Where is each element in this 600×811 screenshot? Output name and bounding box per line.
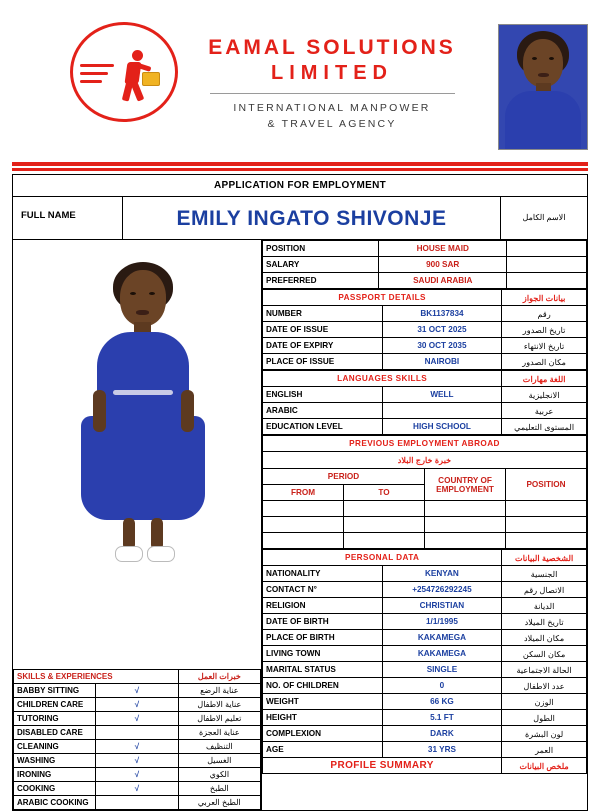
education-level-value: HIGH SCHOOL bbox=[382, 419, 502, 435]
table-row bbox=[14, 712, 261, 726]
nationality-value: KENYAN bbox=[382, 566, 502, 582]
employment-position[interactable] bbox=[506, 517, 587, 533]
date-of-issue-arabic: تاريخ الصدور bbox=[502, 322, 587, 338]
passport-details-table bbox=[262, 289, 587, 370]
employment-from[interactable] bbox=[263, 533, 344, 549]
complexion-value: DARK bbox=[382, 726, 502, 742]
personal-data-title-arabic: الشخصية البيانات bbox=[502, 550, 587, 566]
preferred-arabic bbox=[507, 273, 587, 289]
dob-label: DATE OF BIRTH bbox=[263, 614, 383, 630]
table-row bbox=[263, 662, 587, 678]
table-row bbox=[263, 774, 587, 811]
previous-employment-title: PREVIOUS EMPLOYMENT ABROAD bbox=[263, 436, 587, 452]
from-header: FROM bbox=[263, 485, 344, 501]
profile-summary-text[interactable] bbox=[263, 774, 587, 811]
previous-employment-title-arabic: خبرة خارج البلاد bbox=[263, 452, 587, 469]
arabic-arabic: عربية bbox=[502, 403, 587, 419]
employment-to[interactable] bbox=[344, 517, 425, 533]
skill-label-arabic: الطبخ bbox=[178, 782, 260, 796]
skill-label-arabic: الغسيل bbox=[178, 754, 260, 768]
table-row bbox=[263, 354, 587, 370]
brand-line-3: INTERNATIONAL MANPOWER bbox=[233, 102, 431, 115]
marital-status-arabic: الحالة الاجتماعية bbox=[502, 662, 587, 678]
place-of-birth-value: KAKAMEGA bbox=[382, 630, 502, 646]
skills-title: SKILLS & EXPERIENCES bbox=[14, 670, 179, 684]
table-row bbox=[263, 646, 587, 662]
table-row bbox=[263, 501, 587, 517]
skill-label: ARABIC COOKING bbox=[14, 796, 96, 810]
left-column bbox=[13, 240, 262, 810]
position-value: HOUSE MAID bbox=[379, 241, 507, 257]
table-row bbox=[263, 257, 587, 273]
skills-experiences-table bbox=[13, 669, 261, 810]
brand-line-4: & TRAVEL AGENCY bbox=[267, 118, 397, 131]
full-name-row bbox=[13, 197, 587, 240]
table-row bbox=[263, 630, 587, 646]
section-header-row bbox=[263, 371, 587, 387]
passport-number-value: BK1137834 bbox=[382, 306, 502, 322]
skills-title-arabic: خبرات العمل bbox=[178, 670, 260, 684]
age-arabic: العمر bbox=[502, 742, 587, 758]
complexion-label: COMPLEXION bbox=[263, 726, 383, 742]
living-town-arabic: مكان السكن bbox=[502, 646, 587, 662]
skill-label: IRONING bbox=[14, 768, 96, 782]
logo-icon bbox=[70, 22, 182, 127]
table-row bbox=[14, 796, 261, 810]
job-details-table bbox=[262, 240, 587, 289]
arabic-label: ARABIC bbox=[263, 403, 383, 419]
skill-check[interactable]: √ bbox=[96, 684, 178, 698]
nationality-arabic: الجنسية bbox=[502, 566, 587, 582]
place-of-issue-label: PLACE OF ISSUE bbox=[263, 354, 383, 370]
section-header-row bbox=[263, 290, 587, 306]
table-row bbox=[263, 338, 587, 354]
religion-label: RELIGION bbox=[263, 598, 383, 614]
passport-section-title: PASSPORT DETAILS bbox=[263, 290, 502, 306]
table-row bbox=[263, 582, 587, 598]
children-label: NO. OF CHILDREN bbox=[263, 678, 383, 694]
section-header-row bbox=[263, 436, 587, 452]
table-row bbox=[263, 614, 587, 630]
company-logo-block bbox=[52, 18, 472, 148]
skill-check[interactable] bbox=[96, 726, 178, 740]
applicant-passport-photo bbox=[498, 24, 588, 150]
english-arabic: الانجليزية bbox=[502, 387, 587, 403]
to-header: TO bbox=[344, 485, 425, 501]
table-row bbox=[263, 273, 587, 289]
applicant-full-photo bbox=[35, 240, 253, 580]
table-row bbox=[263, 387, 587, 403]
section-header-row bbox=[263, 758, 587, 774]
skill-label-arabic: التنظيف bbox=[178, 740, 260, 754]
education-level-arabic: المستوى التعليمي bbox=[502, 419, 587, 435]
preferred-label: PREFERRED bbox=[263, 273, 379, 289]
period-header: PERIOD bbox=[263, 469, 425, 485]
skill-label-arabic: عناية الاطفال bbox=[178, 698, 260, 712]
table-row bbox=[14, 698, 261, 712]
profile-summary-title-arabic: ملخص البيانات bbox=[502, 758, 587, 774]
place-of-issue-value: NAIROBI bbox=[382, 354, 502, 370]
skill-label: DISABLED CARE bbox=[14, 726, 96, 740]
skill-check[interactable]: √ bbox=[96, 782, 178, 796]
employment-from[interactable] bbox=[263, 517, 344, 533]
date-of-expiry-value: 30 OCT 2035 bbox=[382, 338, 502, 354]
date-of-issue-value: 31 OCT 2025 bbox=[382, 322, 502, 338]
skill-label-arabic: الطبخ العربي bbox=[178, 796, 260, 810]
languages-section-title: LANGUAGES SKILLS bbox=[263, 371, 502, 387]
skill-check[interactable]: √ bbox=[96, 740, 178, 754]
weight-arabic: الوزن bbox=[502, 694, 587, 710]
living-town-value: KAKAMEGA bbox=[382, 646, 502, 662]
contact-label: CONTACT N° bbox=[263, 582, 383, 598]
previous-employment-table bbox=[262, 435, 587, 549]
complexion-arabic: لون البشرة bbox=[502, 726, 587, 742]
section-header-row bbox=[263, 550, 587, 566]
brand-divider bbox=[210, 93, 455, 94]
table-row bbox=[14, 754, 261, 768]
table-row bbox=[263, 533, 587, 549]
right-column bbox=[262, 240, 587, 810]
skill-check[interactable]: √ bbox=[96, 712, 178, 726]
place-of-birth-arabic: مكان الميلاد bbox=[502, 630, 587, 646]
passport-section-title-arabic: بيانات الجواز bbox=[502, 290, 587, 306]
position-arabic bbox=[507, 241, 587, 257]
table-row bbox=[14, 768, 261, 782]
living-town-label: LIVING TOWN bbox=[263, 646, 383, 662]
table-row bbox=[14, 782, 261, 796]
table-row bbox=[263, 742, 587, 758]
salary-arabic bbox=[507, 257, 587, 273]
date-of-issue-label: DATE OF ISSUE bbox=[263, 322, 383, 338]
table-row bbox=[263, 517, 587, 533]
page-title: APPLICATION FOR EMPLOYMENT bbox=[13, 175, 587, 197]
country-header: COUNTRY OF EMPLOYMENT bbox=[425, 469, 506, 501]
skill-label: WASHING bbox=[14, 754, 96, 768]
contact-arabic: الاتصال رقم bbox=[502, 582, 587, 598]
date-of-expiry-label: DATE OF EXPIRY bbox=[263, 338, 383, 354]
skill-label-arabic: تعليم الاطفال bbox=[178, 712, 260, 726]
brand-line-2: LIMITED bbox=[271, 62, 393, 85]
english-label: ENGLISH bbox=[263, 387, 383, 403]
table-row bbox=[263, 566, 587, 582]
table-row bbox=[263, 678, 587, 694]
marital-status-label: MARITAL STATUS bbox=[263, 662, 383, 678]
height-label: HEIGHT bbox=[263, 710, 383, 726]
children-arabic: عدد الاطفال bbox=[502, 678, 587, 694]
running-person-icon bbox=[116, 50, 158, 102]
religion-arabic: الديانة bbox=[502, 598, 587, 614]
skill-label-arabic: الكوي bbox=[178, 768, 260, 782]
header-red-rule bbox=[12, 162, 588, 166]
place-of-birth-label: PLACE OF BIRTH bbox=[263, 630, 383, 646]
skill-check[interactable] bbox=[96, 796, 178, 810]
contact-value: +254726292245 bbox=[382, 582, 502, 598]
table-row bbox=[14, 684, 261, 698]
table-row bbox=[263, 694, 587, 710]
skill-check[interactable]: √ bbox=[96, 754, 178, 768]
table-row bbox=[263, 598, 587, 614]
religion-value: CHRISTIAN bbox=[382, 598, 502, 614]
document-header bbox=[12, 10, 588, 160]
height-arabic: الطول bbox=[502, 710, 587, 726]
salary-value: 900 SAR bbox=[379, 257, 507, 273]
personal-data-title: PERSONAL DATA bbox=[263, 550, 502, 566]
header-red-rule-2 bbox=[12, 168, 588, 171]
table-row bbox=[14, 726, 261, 740]
form-outer-frame bbox=[12, 174, 588, 811]
employment-country[interactable] bbox=[425, 517, 506, 533]
height-value: 5.1 FT bbox=[382, 710, 502, 726]
weight-value: 66 KG bbox=[382, 694, 502, 710]
employment-position[interactable] bbox=[506, 533, 587, 549]
age-label: AGE bbox=[263, 742, 383, 758]
skill-label: TUTORING bbox=[14, 712, 96, 726]
skill-label: CHILDREN CARE bbox=[14, 698, 96, 712]
passport-number-label: NUMBER bbox=[263, 306, 383, 322]
employment-from[interactable] bbox=[263, 501, 344, 517]
profile-summary-title: PROFILE SUMMARY bbox=[263, 758, 502, 774]
preferred-value: SAUDI ARABIA bbox=[379, 273, 507, 289]
languages-section-title-arabic: اللغة مهارات bbox=[502, 371, 587, 387]
dob-value: 1/1/1995 bbox=[382, 614, 502, 630]
arabic-value bbox=[382, 403, 502, 419]
employment-country[interactable] bbox=[425, 501, 506, 517]
passport-number-arabic: رقم bbox=[502, 306, 587, 322]
skill-label-arabic: عناية الرضع bbox=[178, 684, 260, 698]
date-of-expiry-arabic: تاريخ الانتهاء bbox=[502, 338, 587, 354]
table-row bbox=[263, 306, 587, 322]
full-name-label: FULL NAME bbox=[13, 197, 123, 239]
section-header-row bbox=[263, 452, 587, 469]
english-value: WELL bbox=[382, 387, 502, 403]
table-row bbox=[263, 322, 587, 338]
children-value: 0 bbox=[382, 678, 502, 694]
skill-check[interactable]: √ bbox=[96, 768, 178, 782]
languages-skills-table bbox=[262, 370, 587, 435]
position-label: POSITION bbox=[263, 241, 379, 257]
salary-label: SALARY bbox=[263, 257, 379, 273]
briefcase-icon bbox=[142, 72, 160, 86]
brand-line-1: EAMAL SOLUTIONS bbox=[208, 36, 456, 59]
table-row bbox=[263, 403, 587, 419]
employment-country[interactable] bbox=[425, 533, 506, 549]
nationality-label: NATIONALITY bbox=[263, 566, 383, 582]
skill-label: COOKING bbox=[14, 782, 96, 796]
table-row bbox=[263, 419, 587, 435]
table-row bbox=[263, 726, 587, 742]
full-name-value: EMILY INGATO SHIVONJE bbox=[176, 207, 447, 230]
table-header-row bbox=[263, 469, 587, 485]
skill-check[interactable]: √ bbox=[96, 698, 178, 712]
marital-status-value: SINGLE bbox=[382, 662, 502, 678]
skill-label: BABBY SITTING bbox=[14, 684, 96, 698]
table-row bbox=[263, 710, 587, 726]
personal-data-table bbox=[262, 549, 587, 810]
age-value: 31 YRS bbox=[382, 742, 502, 758]
skill-label: CLEANING bbox=[14, 740, 96, 754]
dob-arabic: تاريخ الميلاد bbox=[502, 614, 587, 630]
weight-label: WEIGHT bbox=[263, 694, 383, 710]
employment-position[interactable] bbox=[506, 501, 587, 517]
table-row bbox=[263, 241, 587, 257]
education-level-label: EDUCATION LEVEL bbox=[263, 419, 383, 435]
place-of-issue-arabic: مكان الصدور bbox=[502, 354, 587, 370]
position-header: POSITION bbox=[506, 469, 587, 501]
full-name-label-arabic: الاسم الكامل bbox=[500, 197, 587, 239]
skill-label-arabic: عناية العجزة bbox=[178, 726, 260, 740]
employment-to[interactable] bbox=[344, 501, 425, 517]
employment-to[interactable] bbox=[344, 533, 425, 549]
table-row bbox=[14, 740, 261, 754]
